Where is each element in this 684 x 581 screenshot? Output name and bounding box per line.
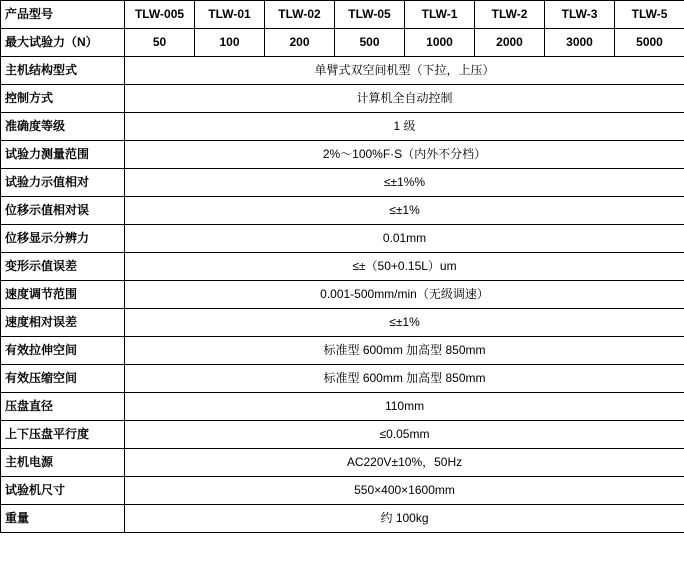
model-cell: TLW-2: [475, 1, 545, 29]
force-cell: 5000: [615, 29, 684, 57]
row-value: 单臂式双空间机型（下拉，上压）: [125, 57, 684, 85]
force-cell: 1000: [405, 29, 475, 57]
table-row: [1, 281, 684, 309]
row-value: 110mm: [125, 393, 684, 421]
row-label: 试验机尺寸: [1, 477, 125, 505]
specification-table-body: [1, 1, 684, 533]
row-label: 速度调节范围: [1, 281, 125, 309]
row-label: 上下压盘平行度: [1, 421, 125, 449]
row-value: 550×400×1600mm: [125, 477, 684, 505]
row-value: ≤0.05mm: [125, 421, 684, 449]
row-value: ≤±1%: [125, 197, 684, 225]
table-row: [1, 113, 684, 141]
table-row: [1, 477, 684, 505]
model-cell: TLW-02: [265, 1, 335, 29]
row-value: 标准型 600mm 加高型 850mm: [125, 337, 684, 365]
model-cell: TLW-01: [195, 1, 265, 29]
row-label: 速度相对误差: [1, 309, 125, 337]
model-cell: TLW-05: [335, 1, 405, 29]
row-label: 重量: [1, 505, 125, 533]
row-value: 计算机全自动控制: [125, 85, 684, 113]
row-label: 有效压缩空间: [1, 365, 125, 393]
row-label: 主机结构型式: [1, 57, 125, 85]
row-value: ≤±1%%: [125, 169, 684, 197]
row-label: 位移示值相对误: [1, 197, 125, 225]
table-row: [1, 505, 684, 533]
force-cell: 2000: [475, 29, 545, 57]
force-cell: 200: [265, 29, 335, 57]
row-value: 约 100kg: [125, 505, 684, 533]
table-row: [1, 169, 684, 197]
table-row: [1, 449, 684, 477]
table-row: [1, 1, 684, 29]
row-value: 2%～100%F·S（内外不分档）: [125, 141, 684, 169]
row-label: 试验力测量范围: [1, 141, 125, 169]
row-value: 0.001-500mm/min（无级调速）: [125, 281, 684, 309]
table-row: [1, 225, 684, 253]
row-value: ≤±1%: [125, 309, 684, 337]
row-label: 变形示值误差: [1, 253, 125, 281]
table-row: [1, 337, 684, 365]
row-value: 1 级: [125, 113, 684, 141]
row-value: 0.01mm: [125, 225, 684, 253]
row-label: 压盘直径: [1, 393, 125, 421]
row-value: ≤±（50+0.15L）um: [125, 253, 684, 281]
force-cell: 50: [125, 29, 195, 57]
model-cell: TLW-1: [405, 1, 475, 29]
row-label: 产品型号: [1, 1, 125, 29]
table-row: [1, 253, 684, 281]
row-label: 试验力示值相对: [1, 169, 125, 197]
force-cell: 3000: [545, 29, 615, 57]
table-row: [1, 57, 684, 85]
row-value: 标准型 600mm 加高型 850mm: [125, 365, 684, 393]
model-cell: TLW-5: [615, 1, 684, 29]
row-label: 位移显示分辨力: [1, 225, 125, 253]
row-label: 有效拉伸空间: [1, 337, 125, 365]
table-row: [1, 85, 684, 113]
table-row: [1, 365, 684, 393]
model-cell: TLW-3: [545, 1, 615, 29]
row-label: 主机电源: [1, 449, 125, 477]
row-value: AC220V±10%，50Hz: [125, 449, 684, 477]
row-label: 最大试验力（N）: [1, 29, 125, 57]
force-cell: 500: [335, 29, 405, 57]
row-label: 控制方式: [1, 85, 125, 113]
table-row: [1, 141, 684, 169]
table-row: [1, 421, 684, 449]
table-row: [1, 197, 684, 225]
model-cell: TLW-005: [125, 1, 195, 29]
table-row: [1, 29, 684, 57]
force-cell: 100: [195, 29, 265, 57]
table-row: [1, 393, 684, 421]
table-row: [1, 309, 684, 337]
row-label: 准确度等级: [1, 113, 125, 141]
